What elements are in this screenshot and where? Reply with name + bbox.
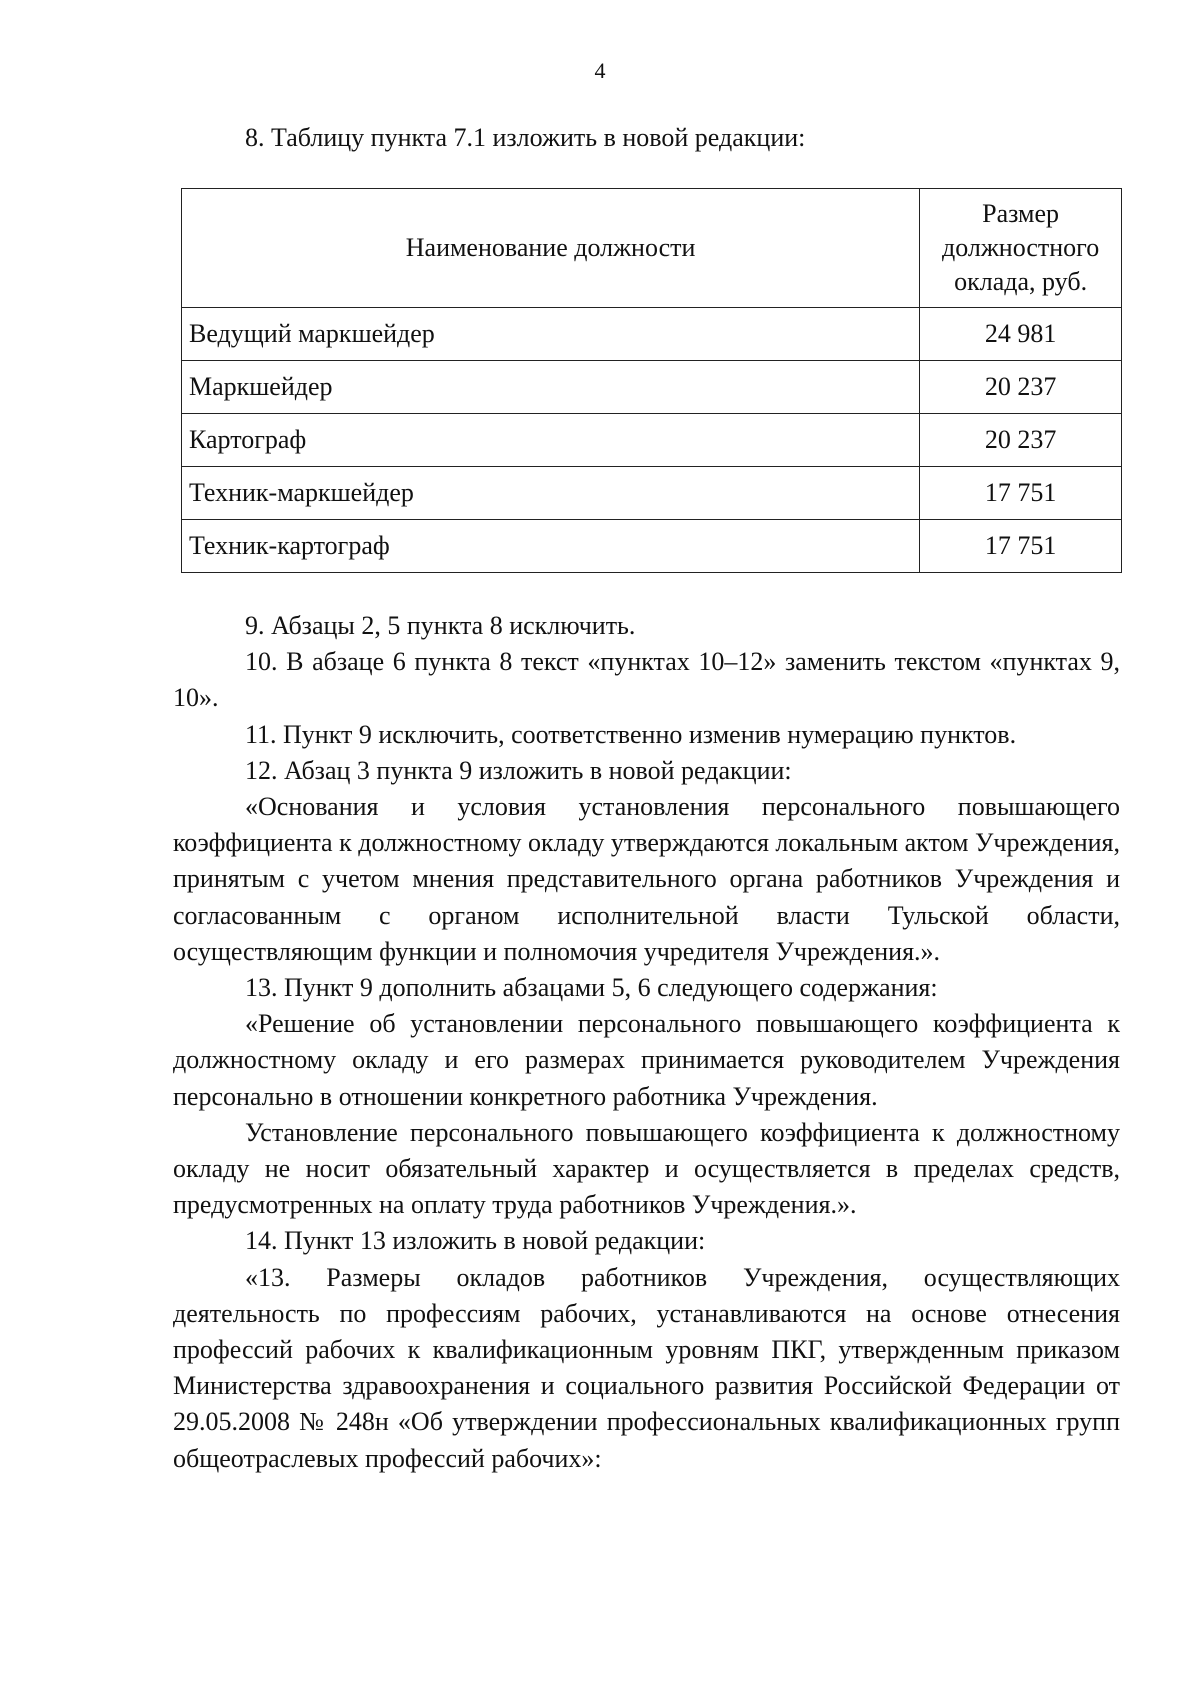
amendment-9: 9. Абзацы 2, 5 пункта 8 исключить. [245,611,636,640]
table-row [182,361,1122,414]
quoted-paragraph: Установление персонального повышающего коэффициента к должностному окладу не носит обязательный характер и осуществляется в пределах средств, предусмотренных на оплату труда работников Учреждения.». [173,1117,1120,1220]
amendment-13: 13. Пункт 9 дополнить абзацами 5, 6 следующего содержания: [245,973,938,1003]
page-number: 4 [594,58,606,83]
amendment-11: 11. Пункт 9 исключить, соответственно изменив нумерацию пунктов. [245,719,1017,749]
salary-value: 20 237 [920,361,1122,414]
salary-table [181,188,1122,573]
salary-value: 17 751 [920,467,1122,520]
quoted-paragraph: «Основания и условия установления персонального повышающего коэффициента к должностному окладу утверждаются локальным актом Учреждения, принятым с учетом мнения представительного органа работников Учреждения и согласованным с органом исполнительной власти Тульской области, осуществляющим функции и полномочия учредителя Учреждения.». [173,792,1120,966]
header-salary-line: оклада, руб. [954,267,1088,296]
amendment-12: 12. Абзац 3 пункта 9 изложить в новой редакции: [245,755,792,785]
position-name: Техник-маркшейдер [182,467,920,520]
amendment-14: 14. Пункт 13 изложить в новой редакции: [245,1226,706,1256]
table-row [182,414,1122,467]
table-row [182,520,1122,573]
salary-value: 24 981 [920,308,1122,361]
table-row [182,308,1122,361]
amendment-8-heading: 8. Таблицу пункта 7.1 изложить в новой редакции: [245,123,806,152]
position-name: Ведущий маркшейдер [182,308,920,361]
table-header-row [182,189,1122,308]
position-name: Техник-картограф [182,520,920,573]
header-salary-line: должностного [941,233,1100,262]
quoted-paragraph: «13. Размеры окладов работников Учреждения, осуществляющих деятельность по профессиям рабочих, устанавливаются на основе отнесения профессий рабочих к квалификационным уровням ПКГ, утвержденным приказом Министерства здравоохранения и социального развития Российской Федерации от 29.05.2008 № 248н «Об утверждении профессиональных квалификационных групп общеотраслевых профессий рабочих»: [173,1262,1120,1473]
header-salary-line: Размер [982,199,1060,228]
salary-value: 20 237 [920,414,1122,467]
quoted-paragraph: «Решение об установлении персонального повышающего коэффициента к должностному окладу и его размерах принимается руководителем Учреждения персонально в отношении конкретного работника Учреждения. [173,1009,1120,1111]
position-name: Картограф [182,414,920,467]
position-name: Маркшейдер [182,361,920,414]
salary-value: 17 751 [920,520,1122,573]
header-position-name: Наименование должности [182,189,920,308]
table-row [182,467,1122,520]
amendment-10: 10. В абзаце 6 пункта 8 текст «пунктах 10–12» заменить текстом «пунктах 9, 10». [173,647,1120,713]
document-body [173,608,1120,1477]
header-salary-size [920,189,1122,308]
